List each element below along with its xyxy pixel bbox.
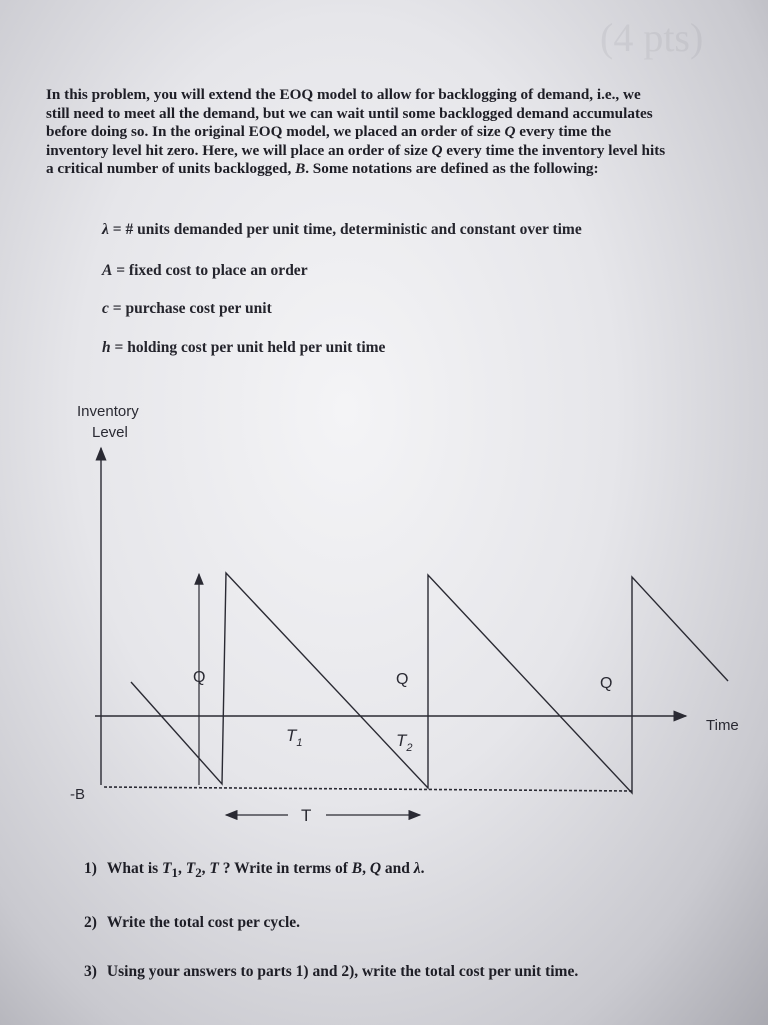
q-label-1: Q bbox=[193, 669, 206, 686]
t1-label: $T_1$ bbox=[286, 726, 303, 749]
notation-c: c = purchase cost per unit bbox=[102, 300, 272, 317]
neg-b-label: -B bbox=[70, 786, 85, 803]
cycle-t-label: T bbox=[301, 806, 312, 825]
intro-line-3: before doing so. In the original EOQ model, we placed an order of size Q every time the bbox=[46, 123, 612, 141]
question-2: 2) Write the total cost per cycle. bbox=[84, 914, 301, 931]
backlog-limit-line bbox=[104, 787, 634, 791]
question-3: 3) Using your answers to parts 1) and 2), write the total cost per unit time. bbox=[84, 963, 579, 980]
y-axis-label-level: Level bbox=[92, 424, 128, 441]
intro-line-4: inventory level hit zero. Here, we will place an order of size Q every time the inventory level hits bbox=[46, 141, 666, 159]
notation-a: A = fixed cost to place an order bbox=[102, 262, 308, 279]
q-label-2: Q bbox=[396, 671, 409, 688]
notation-lambda: λ = # units demanded per unit time, deterministic and constant over time bbox=[102, 221, 582, 238]
x-axis-label-time: Time bbox=[706, 717, 739, 734]
intro-line-2: still need to meet all the demand, but we can wait until some backlogged demand accumulates bbox=[46, 104, 653, 122]
y-axis-label-inventory: Inventory bbox=[77, 403, 139, 420]
intro-line-5: a critical number of units backlogged, B. Some notations are defined as the following: bbox=[46, 160, 599, 178]
inventory-sawtooth-line bbox=[131, 573, 728, 793]
t2-label: $T_2$ bbox=[396, 731, 413, 754]
intro-line-1: In this problem, you will extend the EOQ model to allow for backlogging of demand, i.e., we bbox=[46, 86, 641, 103]
q-label-3: Q bbox=[600, 675, 613, 692]
question-1: 1) What is $T_1$, $T_2$, T ? Write in terms of B, Q and λ. bbox=[84, 860, 425, 881]
notation-h: h = holding cost per unit held per unit time bbox=[102, 339, 386, 356]
faint-page-mark: (4 pts) bbox=[600, 15, 704, 60]
